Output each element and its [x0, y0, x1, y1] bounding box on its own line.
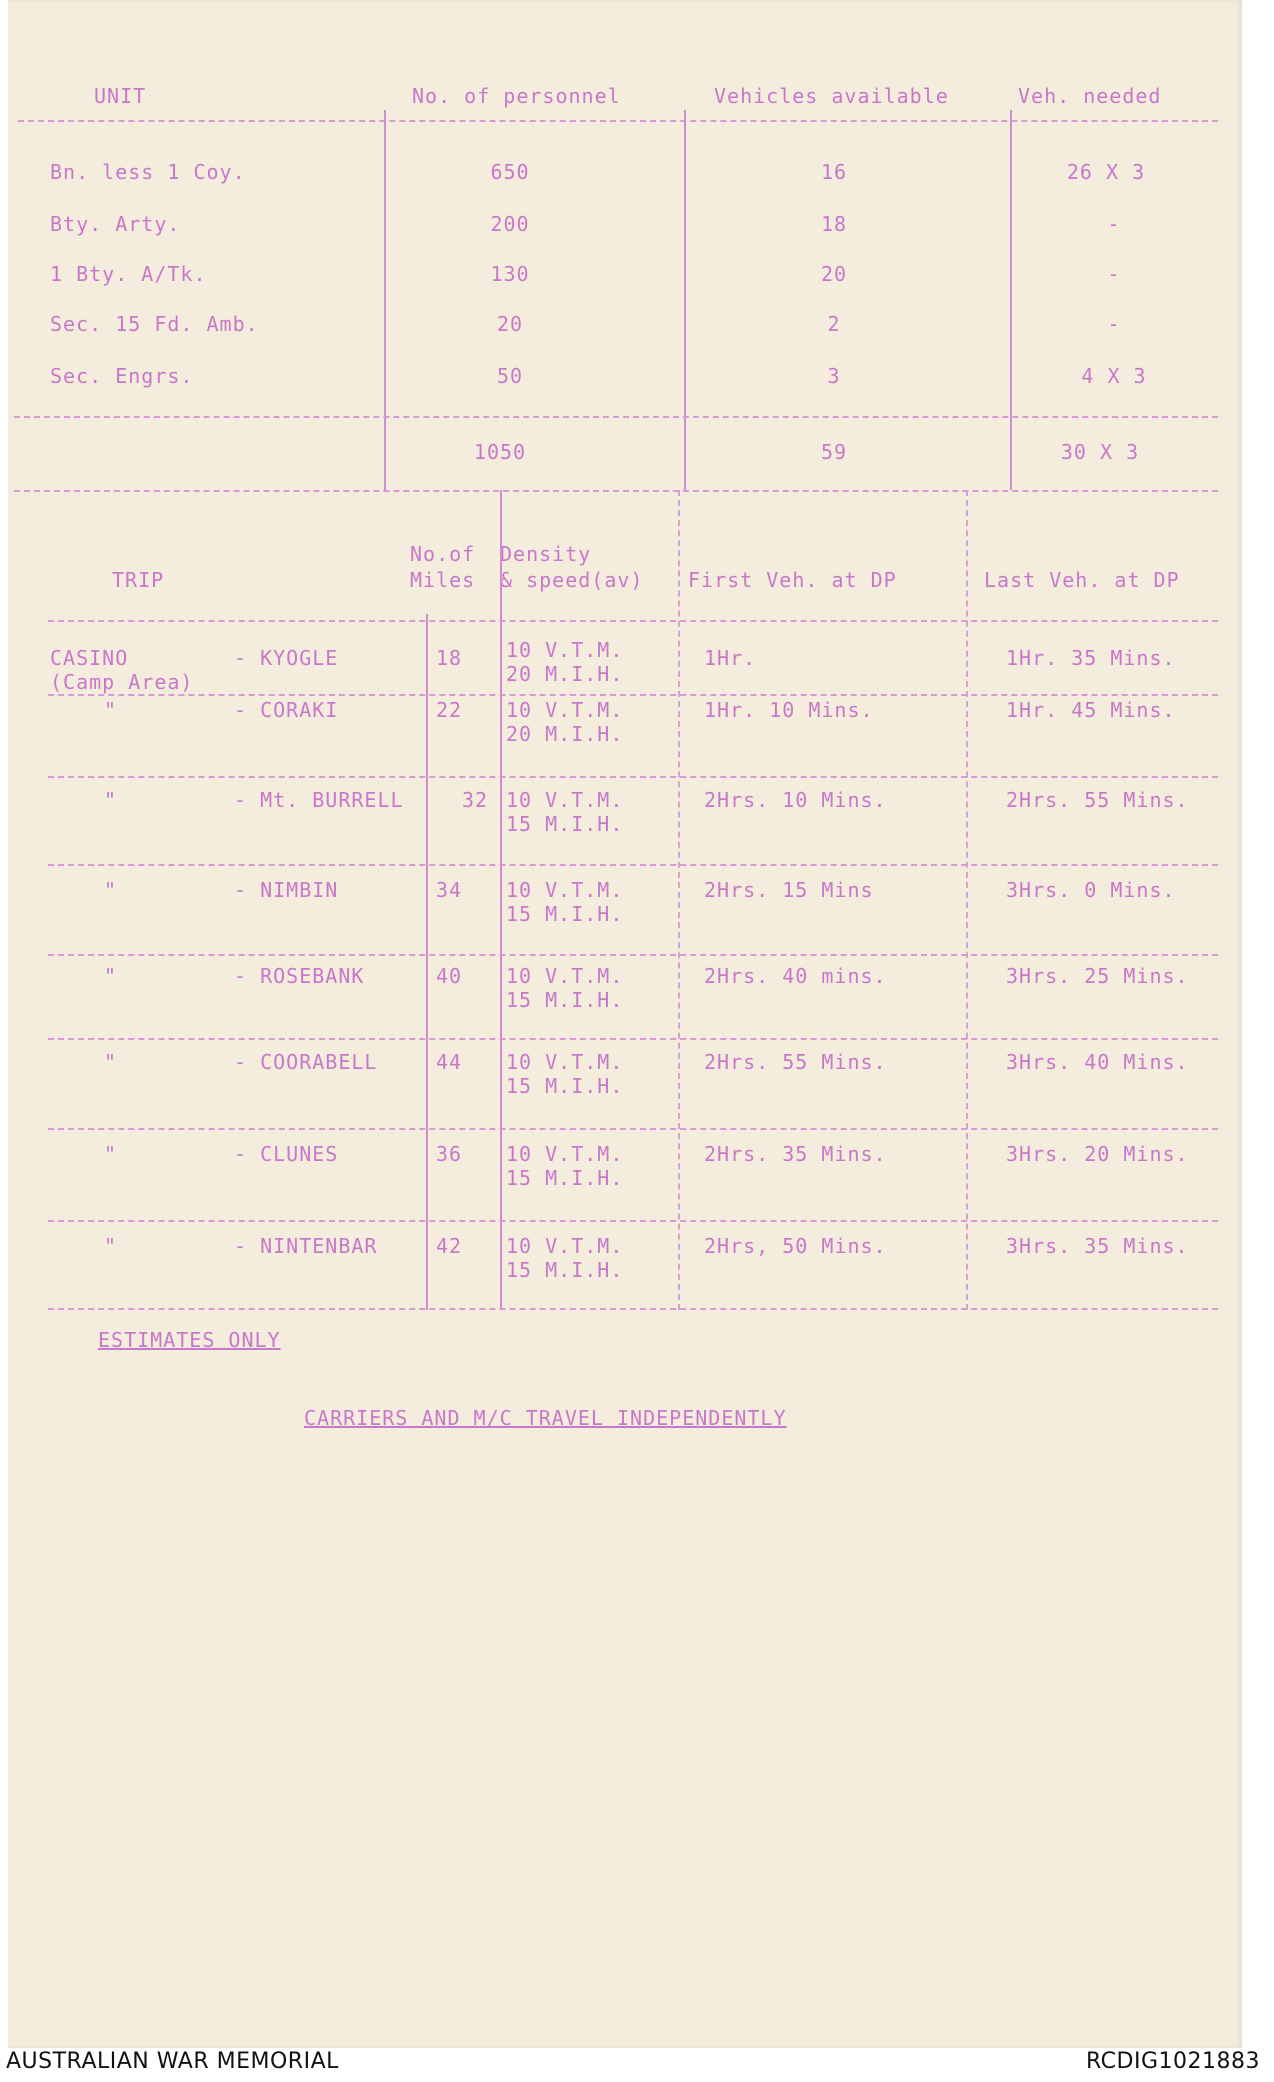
total-vehicles: 59: [820, 440, 848, 464]
first-cell: 2Hrs. 55 Mins.: [704, 1050, 887, 1074]
total-needed: 30 X 3: [1060, 440, 1140, 464]
first-cell: 2Hrs. 15 Mins: [704, 878, 874, 902]
vehicles-cell: 3: [827, 364, 841, 388]
origin-line1: CASINO: [50, 646, 129, 670]
personnel-cell: 650: [490, 160, 530, 184]
from-cell: ": [104, 1234, 118, 1258]
rule-v-miles: [426, 614, 428, 1310]
needed-cell: -: [1107, 262, 1121, 286]
unit-cell: Sec. 15 Fd. Amb.: [50, 312, 259, 336]
last-cell: 1Hr. 45 Mins.: [1006, 698, 1176, 722]
first-cell: 2Hrs. 40 mins.: [704, 964, 887, 988]
density-cell: 10 V.T.M.: [506, 788, 624, 812]
rule-bottom: [14, 490, 1218, 492]
miles-cell: 18: [436, 646, 463, 670]
rule-head: [48, 620, 1218, 622]
density-cell: 10 V.T.M.: [506, 1050, 624, 1074]
needed-cell: -: [1107, 312, 1121, 336]
header-trip: TRIP: [112, 568, 165, 592]
miles-cell: 42: [436, 1234, 463, 1258]
personnel-cell: 50: [496, 364, 524, 388]
note-carriers: CARRIERS AND M/C TRAVEL INDEPENDENTLY: [304, 1406, 787, 1430]
header-miles-2: Miles: [410, 568, 476, 592]
row-rule: [48, 776, 1218, 778]
row-rule: [48, 1220, 1218, 1222]
last-cell: 3Hrs. 40 Mins.: [1006, 1050, 1189, 1074]
rule-v-last: [966, 490, 968, 1310]
vehicles-cell: 18: [820, 212, 848, 236]
last-cell: 3Hrs. 25 Mins.: [1006, 964, 1189, 988]
rule-v-first: [678, 490, 680, 1310]
density-cell: 10 V.T.M.: [506, 1234, 624, 1258]
row-rule: [48, 1308, 1218, 1310]
rule-top: [18, 120, 1218, 122]
density-cell: 10 V.T.M.: [506, 638, 624, 662]
last-cell: 3Hrs. 20 Mins.: [1006, 1142, 1189, 1166]
speed-cell: 15 M.I.H.: [506, 1258, 624, 1282]
speed-cell: 20 M.I.H.: [506, 662, 624, 686]
row-rule: [48, 954, 1218, 956]
rule-v2: [684, 110, 686, 490]
density-cell: 10 V.T.M.: [506, 698, 624, 722]
first-cell: 1Hr.: [704, 646, 757, 670]
dest-cell: - NINTENBAR: [234, 1234, 378, 1258]
header-density-1: Density: [500, 542, 592, 566]
from-cell: ": [104, 964, 118, 988]
from-cell: ": [104, 698, 118, 722]
density-cell: 10 V.T.M.: [506, 878, 624, 902]
speed-cell: 15 M.I.H.: [506, 1166, 624, 1190]
first-cell: 1Hr. 10 Mins.: [704, 698, 874, 722]
dest-cell: - Mt. BURRELL: [234, 788, 404, 812]
header-last: Last Veh. at DP: [984, 568, 1180, 592]
speed-cell: 15 M.I.H.: [506, 902, 624, 926]
miles-cell: 36: [436, 1142, 463, 1166]
speed-cell: 15 M.I.H.: [506, 1074, 624, 1098]
header-needed: Veh. needed: [1018, 84, 1162, 108]
personnel-cell: 130: [490, 262, 530, 286]
header-miles-1: No.of: [410, 542, 476, 566]
rule-totals: [14, 416, 1218, 418]
unit-cell: Bty. Arty.: [50, 212, 181, 236]
origin-line2: (Camp Area): [50, 670, 194, 694]
footer-id: RCDIG1021883: [1085, 2049, 1260, 2074]
footer-source: AUSTRALIAN WAR MEMORIAL: [6, 2049, 339, 2074]
dest-cell: - CORAKI: [234, 698, 339, 722]
header-personnel: No. of personnel: [412, 84, 621, 108]
from-cell: ": [104, 788, 118, 812]
speed-cell: 20 M.I.H.: [506, 722, 624, 746]
rule-v-density: [500, 490, 502, 1310]
header-density-2: & speed(av): [500, 568, 644, 592]
density-cell: 10 V.T.M.: [506, 964, 624, 988]
unit-cell: 1 Bty. A/Tk.: [50, 262, 207, 286]
last-cell: 3Hrs. 0 Mins.: [1006, 878, 1176, 902]
header-first: First Veh. at DP: [688, 568, 897, 592]
row-rule: [48, 1128, 1218, 1130]
miles-cell: 22: [436, 698, 463, 722]
unit-cell: Sec. Engrs.: [50, 364, 194, 388]
from-cell: ": [104, 878, 118, 902]
from-cell: ": [104, 1142, 118, 1166]
row-rule: [48, 1038, 1218, 1040]
unit-cell: Bn. less 1 Coy.: [50, 160, 246, 184]
vehicles-cell: 2: [827, 312, 841, 336]
last-cell: 2Hrs. 55 Mins.: [1006, 788, 1189, 812]
personnel-cell: 20: [496, 312, 524, 336]
rule-v3: [1010, 110, 1012, 490]
dest-cell: - COORABELL: [234, 1050, 378, 1074]
rule-v1: [384, 110, 386, 490]
first-cell: 2Hrs. 35 Mins.: [704, 1142, 887, 1166]
personnel-cell: 200: [490, 212, 530, 236]
document-page: [8, 0, 1242, 2048]
miles-cell: 32: [462, 788, 489, 812]
vehicles-cell: 16: [820, 160, 848, 184]
needed-cell: 4 X 3: [1081, 364, 1147, 388]
from-cell: ": [104, 1050, 118, 1074]
first-cell: 2Hrs, 50 Mins.: [704, 1234, 887, 1258]
miles-cell: 44: [436, 1050, 463, 1074]
last-cell: 3Hrs. 35 Mins.: [1006, 1234, 1189, 1258]
dest-cell: - KYOGLE: [234, 646, 339, 670]
density-cell: 10 V.T.M.: [506, 1142, 624, 1166]
dest-cell: - NIMBIN: [234, 878, 339, 902]
miles-cell: 34: [436, 878, 463, 902]
note-estimates: ESTIMATES ONLY: [98, 1328, 281, 1352]
needed-cell: 26 X 3: [1066, 160, 1146, 184]
last-cell: 1Hr. 35 Mins.: [1006, 646, 1176, 670]
speed-cell: 15 M.I.H.: [506, 988, 624, 1012]
dest-cell: - ROSEBANK: [234, 964, 365, 988]
miles-cell: 40: [436, 964, 463, 988]
speed-cell: 15 M.I.H.: [506, 812, 624, 836]
row-rule: [48, 864, 1218, 866]
total-personnel: 1050: [473, 440, 527, 464]
needed-cell: -: [1107, 212, 1121, 236]
header-vehicles: Vehicles available: [714, 84, 949, 108]
row-rule: [48, 694, 1218, 696]
vehicles-cell: 20: [820, 262, 848, 286]
header-unit: UNIT: [94, 84, 147, 108]
first-cell: 2Hrs. 10 Mins.: [704, 788, 887, 812]
dest-cell: - CLUNES: [234, 1142, 339, 1166]
